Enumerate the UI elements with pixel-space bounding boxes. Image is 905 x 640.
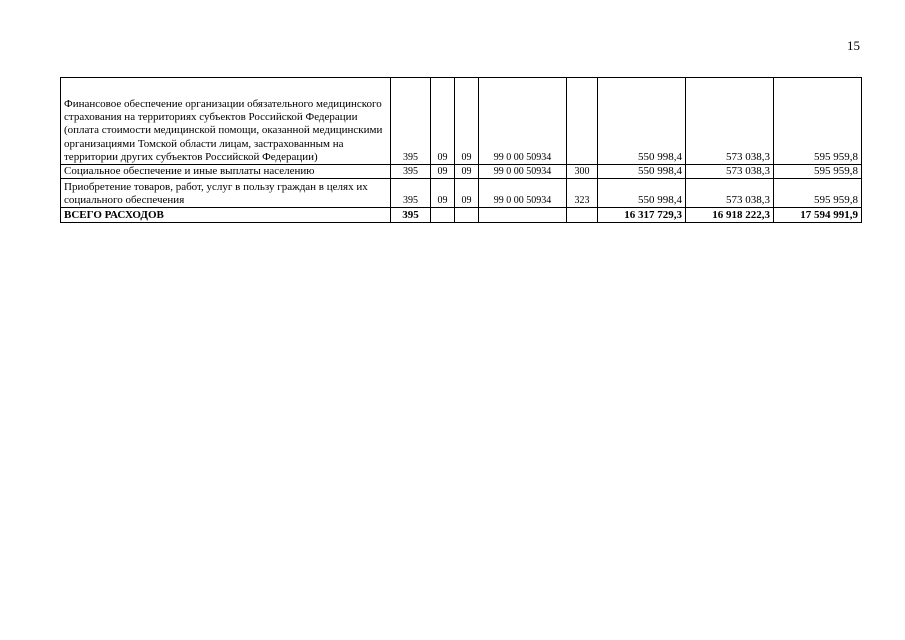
total-row [61,208,862,223]
page-number: 15 [847,38,860,53]
ministry-code: 395 [391,179,431,208]
subsection-code: 09 [455,179,479,208]
table-row [61,78,862,165]
expense-type-code: 300 [567,165,598,179]
total-year-2: 16 918 222,3 [686,208,774,223]
subsection-code: 09 [455,165,479,179]
section-code: 09 [431,165,455,179]
amount-year-1: 550 998,4 [598,165,686,179]
ministry-code: 395 [391,208,431,223]
total-label: ВСЕГО РАСХОДОВ [61,208,391,223]
amount-year-1: 550 998,4 [598,179,686,208]
subsection-code: 09 [455,78,479,165]
target-article-code: 99 0 00 50934 [479,165,567,179]
section-code: 09 [431,179,455,208]
target-article-code: 99 0 00 50934 [479,78,567,165]
expense-type-code [567,208,598,223]
total-year-3: 17 594 991,9 [774,208,862,223]
expense-type-code [567,78,598,165]
expense-table [60,77,862,223]
amount-year-2: 573 038,3 [686,179,774,208]
target-article-code: 99 0 00 50934 [479,179,567,208]
expense-type-code: 323 [567,179,598,208]
ministry-code: 395 [391,165,431,179]
ministry-code: 395 [391,78,431,165]
amount-year-2: 573 038,3 [686,165,774,179]
expense-name: Финансовое обеспечение организации обязательного медицинского страхования на территориях субъектов Российской Федерации (оплата стоимости медицинской помощи, оказанной медицинскими организациями Томской области лицам, застрахованным на территории других субъектов Российской Федерации) [61,78,391,165]
section-code [431,208,455,223]
amount-year-3: 595 959,8 [774,165,862,179]
section-code: 09 [431,78,455,165]
total-year-1: 16 317 729,3 [598,208,686,223]
subsection-code [455,208,479,223]
table-row [61,165,862,179]
amount-year-1: 550 998,4 [598,78,686,165]
expense-name: Социальное обеспечение и иные выплаты населению [61,165,391,179]
amount-year-3: 595 959,8 [774,179,862,208]
amount-year-3: 595 959,8 [774,78,862,165]
target-article-code [479,208,567,223]
amount-year-2: 573 038,3 [686,78,774,165]
table-row [61,179,862,208]
expense-name: Приобретение товаров, работ, услуг в пользу граждан в целях их социального обеспечения [61,179,391,208]
